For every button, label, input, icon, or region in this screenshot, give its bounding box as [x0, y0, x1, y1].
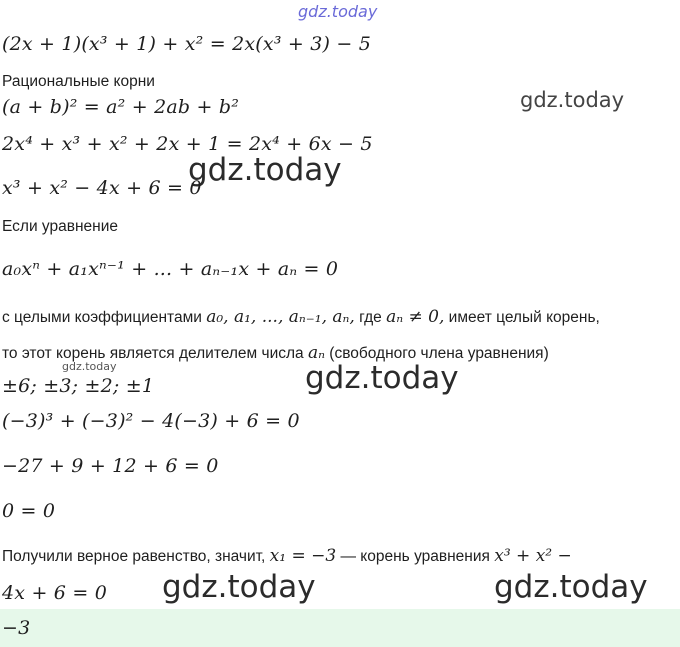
watermark-big-2: gdz.today	[305, 360, 459, 396]
rule-coefficients: a₀, a₁, ..., aₙ₋₁, aₙ,	[206, 307, 355, 327]
rule-line-1	[2, 307, 600, 327]
check-line-2: −27 + 9 + 12 + 6 = 0	[2, 455, 219, 477]
conclusion-equation-start: x³ + x² −	[494, 546, 572, 566]
watermark-right: gdz.today	[520, 88, 625, 112]
identity-square: (a + b)² = a² + 2ab + b²	[2, 96, 240, 118]
rule-line-2-an: aₙ	[307, 343, 325, 363]
conclusion-equation-end: 4x + 6 = 0	[2, 582, 107, 604]
watermark-bottom-right: gdz.today	[494, 569, 648, 605]
conclusion-text-b: — корень уравнения	[340, 548, 490, 565]
check-line-3: 0 = 0	[2, 500, 56, 522]
conclusion-line	[2, 546, 572, 566]
answer-box	[0, 609, 680, 647]
rule-text-1: с целыми коэффициентами	[2, 309, 202, 326]
equation-3: x³ + x² − 4x + 6 = 0	[2, 177, 202, 199]
divisors: ±6; ±3; ±2; ±1	[2, 375, 155, 397]
answer-value: −3	[2, 617, 31, 639]
equation-2: 2x⁴ + x³ + x² + 2x + 1 = 2x⁴ + 6x − 5	[2, 133, 373, 155]
rule-line-2-text-a: то этот корень является делителем числа	[2, 345, 304, 362]
rule-text-2: имеет целый корень,	[448, 309, 600, 326]
watermark-bottom-left: gdz.today	[162, 569, 316, 605]
rule-condition: aₙ ≠ 0,	[386, 307, 445, 327]
rule-line-2	[2, 343, 549, 363]
rule-where: где	[359, 309, 382, 326]
heading-rational-roots: Рациональные корни	[2, 73, 155, 90]
equation-1: (2x + 1)(x³ + 1) + x² = 2x(x³ + 3) − 5	[2, 33, 372, 55]
text-if-equation: Если уравнение	[2, 218, 118, 235]
conclusion-root: x₁ = −3	[269, 546, 337, 566]
check-line-1: (−3)³ + (−3)² − 4(−3) + 6 = 0	[2, 410, 300, 432]
conclusion-text-a: Получили верное равенство, значит,	[2, 548, 266, 565]
watermark-top: gdz.today	[298, 2, 378, 21]
rule-line-2-text-b: (свободного члена уравнения)	[329, 345, 549, 362]
watermark-big-1: gdz.today	[188, 152, 342, 188]
watermark-tiny: gdz.today	[62, 360, 117, 373]
general-polynomial: a₀xⁿ + a₁xⁿ⁻¹ + ... + aₙ₋₁x + aₙ = 0	[2, 258, 339, 280]
